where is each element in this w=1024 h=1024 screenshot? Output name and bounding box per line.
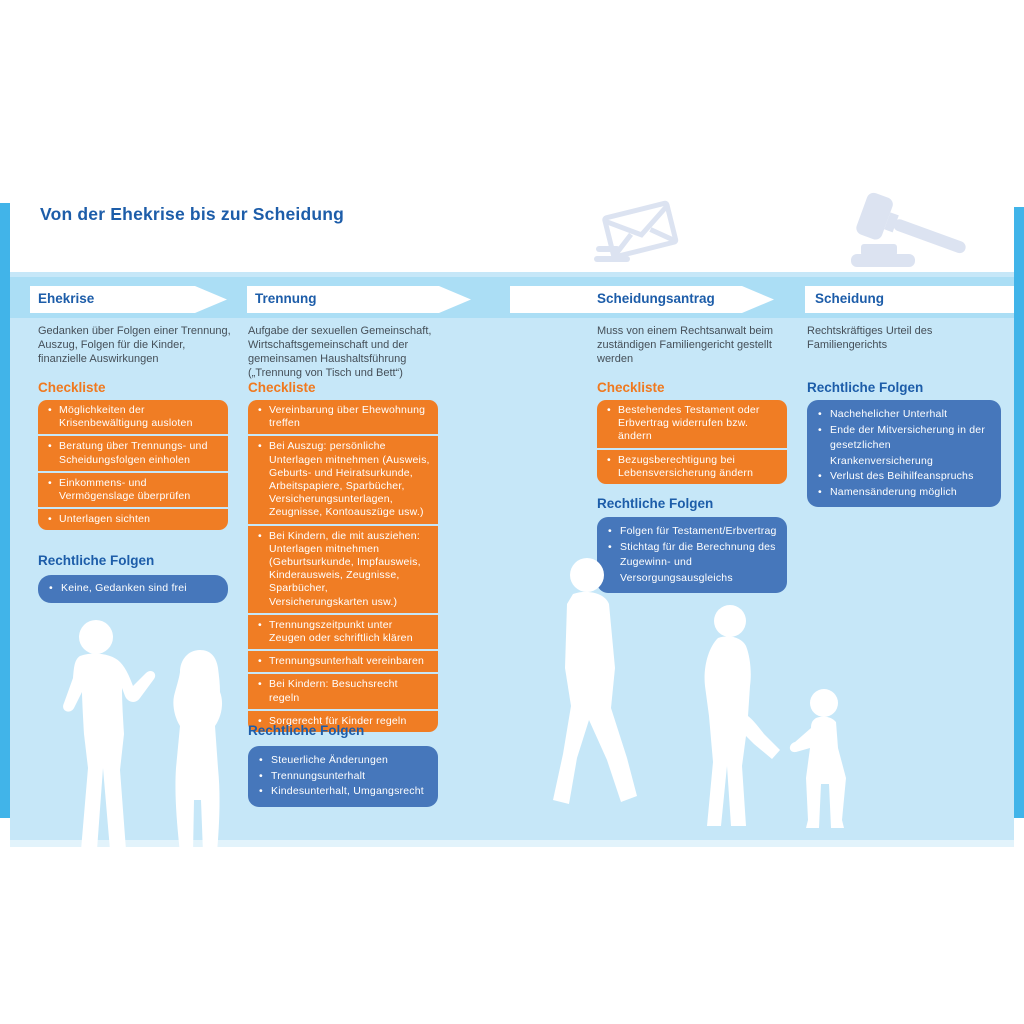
folgen-heading-trennung: Rechtliche Folgen — [248, 723, 365, 738]
checkliste-heading-trennung: Checkliste — [248, 380, 316, 395]
checklist-item: • Bezugsberechtigung bei Lebensversicherung ändern — [597, 450, 787, 484]
phase-label-scheidungsantrag: Scheidungsantrag — [597, 291, 715, 306]
checklist-item: • Bei Kindern, die mit ausziehen: Unterlagen mitnehmen (Geburtsurkunde, Impfausweis, Kinderausweis, Zeugnisse, Sparbücher, Versicherungskarten usw.) — [248, 526, 438, 613]
folgen-item: • Namensänderung möglich — [817, 485, 991, 501]
folgen-heading-scheidungsantrag: Rechtliche Folgen — [597, 496, 714, 511]
checklist-group-ehekrise — [38, 400, 228, 530]
phase-label-trennung: Trennung — [255, 291, 317, 306]
folgen-item: • Nachehelicher Unterhalt — [817, 407, 991, 423]
checklist-item: • Vereinbarung über Ehewohnung treffen — [248, 400, 438, 434]
left-edge-stripe — [0, 203, 10, 818]
checklist-item: • Unterlagen sichten — [38, 509, 228, 530]
folgen-item: • Keine, Gedanken sind frei — [48, 581, 218, 597]
gavel-icon — [843, 192, 973, 268]
folgen-heading-ehekrise: Rechtliche Folgen — [38, 553, 155, 568]
checklist-item: • Beratung über Trennungs- und Scheidungsfolgen einholen — [38, 436, 228, 470]
folgen-item: • Folgen für Testament/Erbvertrag — [607, 524, 777, 540]
description-ehekrise: Gedanken über Folgen einer Trennung, Auszug, Folgen für die Kinder, finanzielle Auswirkungen — [38, 325, 231, 365]
silhouette-mother-with-child — [680, 604, 860, 832]
checklist-group-scheidungsantrag — [597, 400, 787, 484]
checklist-group-trennung — [248, 400, 438, 732]
silhouette-man-walking-away — [531, 556, 656, 818]
envelope-icon — [594, 196, 686, 266]
folgen-item: • Trennungsunterhalt — [258, 769, 428, 785]
silhouette-couple-talking — [28, 618, 238, 854]
checklist-item: • Sorgerecht für Kinder regeln — [248, 711, 438, 732]
checklist-item: • Trennungszeitpunkt unter Zeugen oder schriftlich klären — [248, 615, 438, 649]
checklist-item: • Bestehendes Testament oder Erbvertrag widerrufen bzw. ändern — [597, 400, 787, 448]
checklist-item: • Einkommens- und Vermögenslage überprüfen — [38, 473, 228, 507]
phase-label-ehekrise: Ehekrise — [38, 291, 95, 306]
folgen-box-scheidung — [807, 400, 1001, 507]
folgen-box-trennung — [248, 746, 438, 807]
folgen-heading-scheidung: Rechtliche Folgen — [807, 380, 924, 395]
right-edge-stripe — [1014, 207, 1024, 818]
checkliste-heading-scheidungsantrag: Checkliste — [597, 380, 665, 395]
folgen-item: • Ende der Mitversicherung in der gesetzlichen Krankenversicherung — [817, 423, 991, 470]
folgen-box-ehekrise — [38, 575, 228, 603]
folgen-item: • Kindesunterhalt, Umgangsrecht — [258, 784, 428, 800]
folgen-item: • Stichtag für die Berechnung des Zugewinn- und Versorgungsausgleichs — [607, 540, 777, 587]
description-trennung: Aufgabe der sexuellen Gemeinschaft, Wirtschaftsgemeinschaft und der gemeinsamen Haushaltsführung („Trennung von Tisch und Bett“) — [248, 325, 432, 379]
phase-label-scheidung: Scheidung — [815, 291, 885, 306]
folgen-item: • Verlust des Beihilfeanspruchs — [817, 469, 991, 485]
checklist-item: • Möglichkeiten der Krisenbewältigung ausloten — [38, 400, 228, 434]
page-title: Von der Ehekrise bis zur Scheidung — [40, 204, 345, 224]
checklist-item: • Bei Auszug: persönliche Unterlagen mitnehmen (Ausweis, Geburts- und Heiratsurkunde, Arbeitspapiere, Sparbücher, Versicherungsunterlagen, Zeugnisse, Kontoauszüge usw.) — [248, 436, 438, 523]
folgen-item: • Steuerliche Änderungen — [258, 753, 428, 769]
description-scheidung: Rechtskräftiges Urteil des Familiengerichts — [807, 325, 933, 351]
checklist-item: • Trennungsunterhalt vereinbaren — [248, 651, 438, 672]
checkliste-heading-ehekrise: Checkliste — [38, 380, 106, 395]
checklist-item: • Bei Kindern: Besuchsrecht regeln — [248, 674, 438, 708]
description-scheidungsantrag: Muss von einem Rechtsanwalt beim zuständigen Familiengericht gestellt werden — [597, 325, 774, 365]
